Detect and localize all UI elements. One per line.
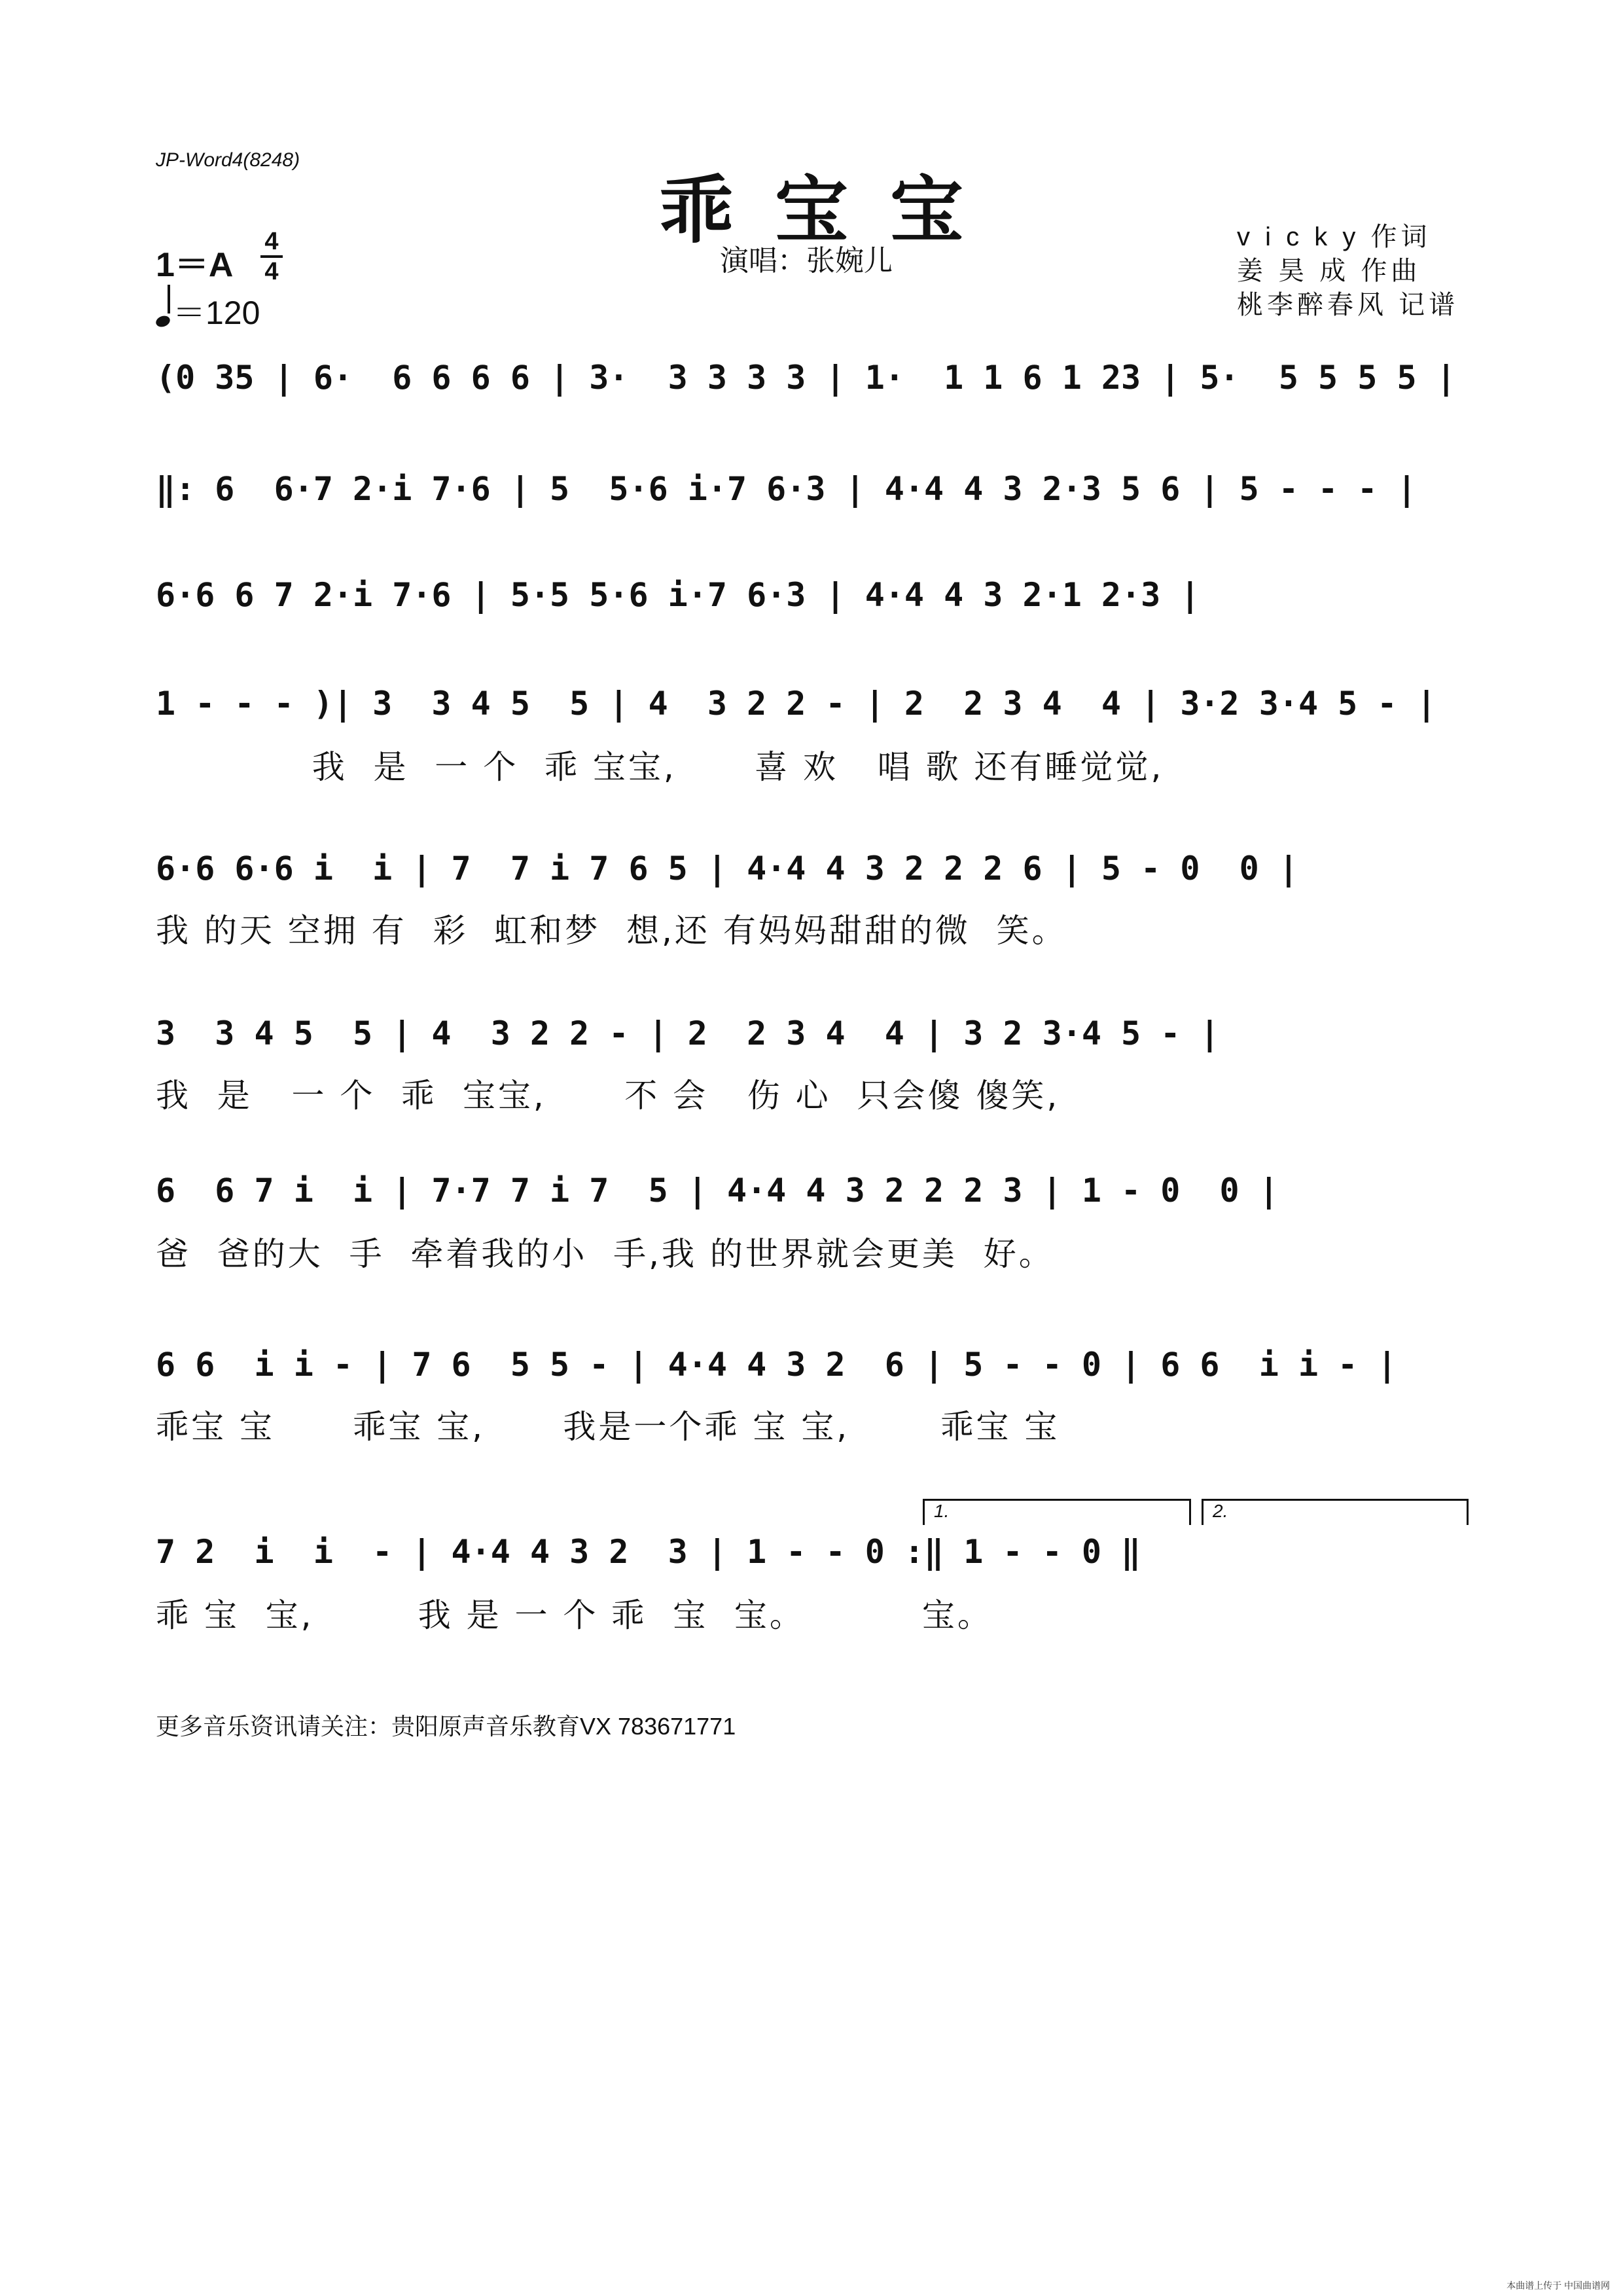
composer-credit: 姜 昊 成 作曲 — [1237, 257, 1421, 285]
source-label: JP-Word4(8248) — [156, 149, 300, 171]
transcriber-credit: 桃李醉春风 记谱 — [1237, 291, 1459, 319]
lyric-row-9: 乖 宝 宝, 我 是 一 个 乖 宝 宝。 宝。 — [156, 1596, 993, 1634]
key-signature: 1＝A — [156, 246, 234, 284]
score-row-9: 7 2 i i - | 4·4 4 3 2 3 | 1 - - 0 :‖ 1 - - 0 ‖ — [156, 1533, 1141, 1571]
singer-label: 演唱：张婉儿 — [720, 245, 893, 277]
lyric-row-4: 我 是 一 个 乖 宝宝, 喜 欢 唱 歌 还有睡觉觉, — [156, 748, 1164, 786]
lyric-row-8: 乖宝 宝 乖宝 宝, 我是一个乖 宝 宝, 乖宝 宝 — [156, 1408, 1060, 1446]
score-row-7: 6 6 7 i i | 7·7 7 i 7 5 | 4·4 4 3 2 2 2 3 | 1 - 0 0 | — [156, 1172, 1279, 1210]
score-row-6: 3 3 4 5 5 | 4 3 2 2 - | 2 2 3 4 4 | 3 2 3·4 5 - | — [156, 1014, 1220, 1052]
score-row-4: 1 - - - )| 3 3 4 5 5 | 4 3 2 2 - | 2 2 3 4 4 | 3·2 3·4 5 - | — [156, 685, 1436, 723]
tempo-value: ＝120 — [173, 295, 260, 331]
time-signature — [260, 229, 283, 284]
lyric-row-5: 我 的天 空拥 有 彩 虹和梦 想,还 有妈妈甜甜的微 笑。 — [156, 912, 1067, 950]
score-row-8: 6 6 i i - | 7 6 5 5 - | 4·4 4 3 2 6 | 5 - - 0 | 6 6 i i - | — [156, 1346, 1397, 1384]
time-numerator: 4 — [264, 228, 279, 255]
volta-first-ending: 1. — [923, 1499, 1191, 1525]
quarter-note-icon — [154, 314, 171, 329]
lyric-row-7: 爸 爸的大 手 牵着我的小 手,我 的世界就会更美 好。 — [156, 1235, 1054, 1273]
watermark-text: 本曲谱上传于 中国曲谱网 — [1507, 2280, 1610, 2291]
score-row-1: (0 35 | 6· 6 6 6 6 | 3· 3 3 3 3 | 1· 1 1 6 1 23 | 5· 5 5 5 5 | — [156, 359, 1456, 397]
score-row-2: ‖: 6 6·7 2·i 7·6 | 5 5·6 i·7 6·3 | 4·4 4 3 2·3 5 6 | 5 - - - | — [156, 470, 1417, 508]
footer-note: 更多音乐资讯请关注：贵阳原声音乐教育VX 783671771 — [156, 1713, 736, 1740]
lyric-row-6: 我 是 一 个 乖 宝宝, 不 会 伤 心 只会傻 傻笑, — [156, 1077, 1060, 1115]
score-row-5: 6·6 6·6 i i | 7 7 i 7 6 5 | 4·4 4 3 2 2 2 6 | 5 - 0 0 | — [156, 850, 1298, 888]
song-title: 乖宝宝 — [660, 168, 1005, 253]
tempo-marking — [156, 287, 260, 334]
volta-second-ending: 2. — [1202, 1499, 1469, 1525]
lyricist-credit: v i c k y 作词 — [1237, 223, 1431, 251]
note-stem-icon — [168, 285, 170, 314]
score-row-3: 6·6 6 7 2·i 7·6 | 5·5 5·6 i·7 6·3 | 4·4 4 3 2·1 2·3 | — [156, 576, 1200, 614]
time-denominator: 4 — [264, 258, 279, 285]
